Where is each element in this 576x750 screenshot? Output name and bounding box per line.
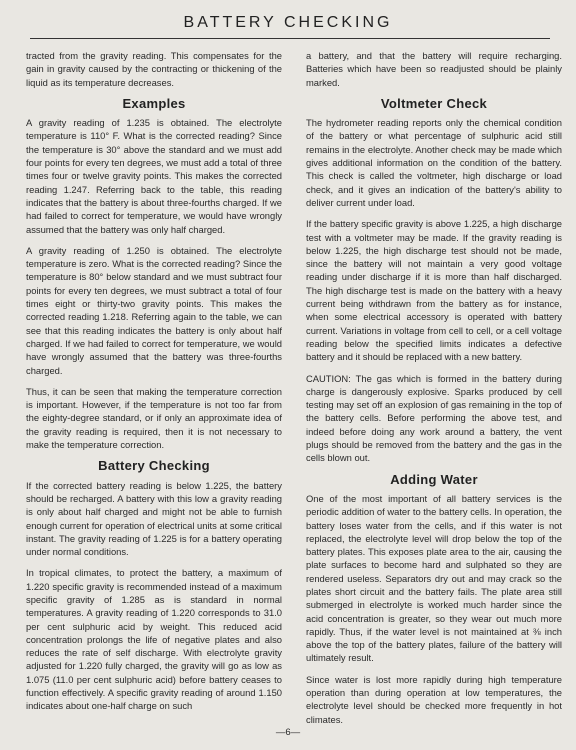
paragraph: If the corrected battery reading is below 1.225, the battery should be recharged. A battery with this low a gravity reading is only about half charged and might not be able to furnish enough current for operation of electrical units at some critical instant. The gravity reading of 1.225 is for a battery operating under normal conditions. [26,479,282,558]
section-heading-voltmeter-check: Voltmeter Check [380,95,488,111]
left-column [26,49,282,721]
paragraph: Since water is lost more rapidly during high temperature operation than during operation at low temperatures, the electrolyte level should be checked more frequently in hot climates. [306,673,562,725]
right-column [306,49,562,734]
header-rule [30,38,550,39]
paragraph: CAUTION: The gas which is formed in the battery during charge is dangerously explosive. Sparks produced by cell testing may set off an explosion of gas remaining in the top of the battery cells. Before performing the above test, and indeed before doing any work around a battery, the vent plugs should be removed from the battery and the gas in the cells blown out. [306,372,562,464]
page-number: —6— [275,727,301,738]
paragraph: If the battery specific gravity is above 1.225, a high discharge test with a voltmeter may be made. If the gravity reading is below 1.225, the high discharge test should not be made, since the battery will not maintain a very good voltage reading under discharge if it is more than half discharged. The high discharge test is made on the battery with a heavy current being withdrawn from the battery as for instance, when some electrical accessory is operated with battery current. Variations in voltage from cell to cell, or a cell voltage reading below the specified limits indicates a defective battery and it should be replaced with a new battery. [306,218,562,363]
paragraph: The hydrometer reading reports only the chemical condition of the battery or what percentage of sulphuric acid still remains in the electrolyte. Another check may be made which gives additional information on the condition of the battery. This check is called the voltmeter, high discharge or load check, and it gives an indication of the battery's ability to deliver current under load. [306,117,562,208]
paragraph: A gravity reading of 1.235 is obtained. The electrolyte temperature is 110° F. What is the corrected reading? Since the temperature is 30° above the standard and we must add four points for every ten degrees, we must add a total of three times four or twelve gravity points. This makes the corrected reading 1.247. Referring back to the table, this reading indicates that the battery is about three-fourths charged. If we had failed to correct for temperature, we would have wrongly assumed that the battery was only half charged. [26,117,282,235]
section-heading-examples: Examples [122,95,186,111]
section-heading-adding-water: Adding Water [390,471,478,487]
paragraph: Thus, it can be seen that making the temperature correction is important. However, if the temperature is not too far from the eighty-degree standard, or if only an approximate idea of the gravity reading is required, then it is not necessary to make the temperature correction. [26,385,282,451]
paragraph: A gravity reading of 1.250 is obtained. The electrolyte temperature is zero. What is the corrected reading? Since the temperature is 80° below standard and we must subtract four points for every ten degrees, we must subtract a total of four times eight or thirty-two gravity points. This makes the corrected reading 1.218. Referring again to the table, we can see that this reading indicates the battery is only about half charged. If we had failed to correct for temperature, we would have wrongly assumed that the battery was three-fourths charged. [26,244,282,376]
page-header: BATTERY CHECKING [183,14,393,31]
paragraph: In tropical climates, to protect the battery, a maximum of 1.220 specific gravity is recommended instead of a maximum specific gravity of 1.285 as is standard in normal temperatures. A gravity reading of 1.220 corresponds to 31.0 per cent sulphuric acid by weight. This reduced acid concentration prolongs the life of negative plates and also reduces the rate of self discharge. With electrolyte gravity adjusted for 1.220 fully charged, the gravity will go as low as 1.075 (11.0 per cent sulphuric acid) before battery ceases to function effectively. A specific gravity reading of around 1.150 indicates about one-half charge on such [26,567,282,712]
section-heading-battery-checking: Battery Checking [98,458,210,474]
paragraph: tracted from the gravity reading. This compensates for the gain in gravity caused by the contracting or thickening of the liquid as its temperature decreases. [26,50,282,88]
paragraph: One of the most important of all battery services is the periodic addition of water to the battery cells. In operation, the battery loses water from the cells, and if this water is not replaced, the electrolyte level will drop below the top of the battery plates. This exposes plate area to the air, causing the plate surfaces to become hard and sulphated so they are rendered useless. Separators dry out and may crack so the plates short circuit and the battery fails. The plate area still submerged in electrolyte is worked much harder since the acid concentration is greater, so they wear out much more rapidly. Thus, if the water level is not maintained at ⅜ inch above the top of the battery plates, failure of the battery will ultimately result. [306,492,562,664]
paragraph: a battery, and that the battery will require recharging. Batteries which have been so readjusted should be plainly marked. [306,50,562,88]
